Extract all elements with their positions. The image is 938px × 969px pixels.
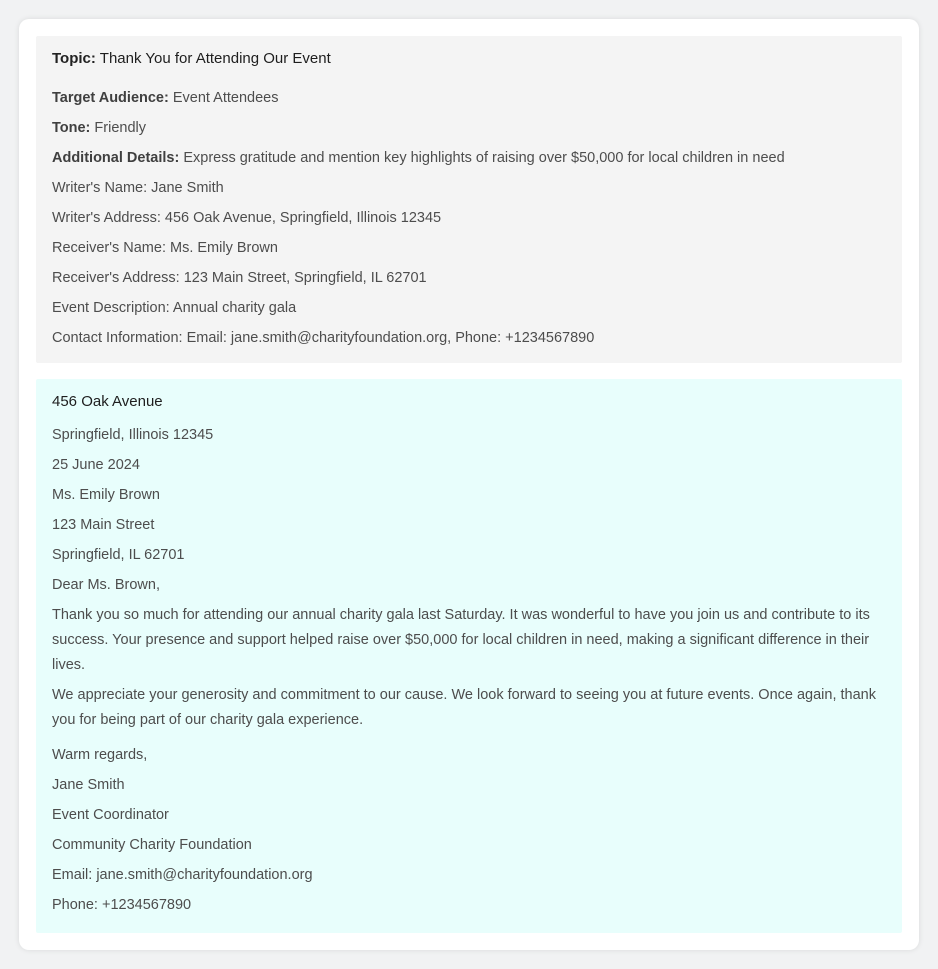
receiver-address: Receiver's Address: 123 Main Street, Springfield, IL 62701 [52,270,427,286]
event-description: Event Description: Annual charity gala [52,300,297,316]
tone-line [52,116,146,141]
signer-phone: Phone: +1234567890 [52,897,192,913]
signer-name: Jane Smith [52,777,125,793]
audience-value: Event Attendees [172,90,279,106]
sender-city: Springfield, Illinois 12345 [52,427,214,443]
details-line [52,146,785,171]
topic-line [52,46,331,71]
sender-street: 456 Oak Avenue [52,393,163,410]
tone-label: Tone: [52,120,91,136]
letter-panel [36,379,902,933]
salutation: Dear Ms. Brown, [52,577,160,593]
contact-info: Contact Information: Email: jane.smith@charityfoundation.org, Phone: +1234567890 [52,330,595,346]
closing: Warm regards, [52,747,148,763]
prompt-panel [36,36,902,363]
letter-date: 25 June 2024 [52,457,140,473]
audience-line [52,86,278,111]
audience-label: Target Audience: [52,90,169,106]
topic-label: Topic: [52,50,96,67]
tone-value: Friendly [94,120,146,136]
recipient-street: 123 Main Street [52,517,155,533]
recipient-city: Springfield, IL 62701 [52,547,185,563]
recipient-name: Ms. Emily Brown [52,487,160,503]
letter-paragraph-1: Thank you so much for attending our annual charity gala last Saturday. It was wonderful to have you join us and contribute to its success. Your presence and support helped raise over $50,000 for local children in need, making a significant difference in their lives. [52,607,870,673]
topic-value: Thank You for Attending Our Event [99,50,331,67]
details-label: Additional Details: [52,150,180,166]
writer-address: Writer's Address: 456 Oak Avenue, Springfield, Illinois 12345 [52,210,442,226]
content-card [19,19,919,950]
signer-org: Community Charity Foundation [52,837,252,853]
details-value: Express gratitude and mention key highlights of raising over $50,000 for local children in need [183,150,785,166]
receiver-name: Receiver's Name: Ms. Emily Brown [52,240,278,256]
letter-paragraph-2: We appreciate your generosity and commitment to our cause. We look forward to seeing you at future events. Once again, thank you for being part of our charity gala experience. [52,687,876,728]
writer-name: Writer's Name: Jane Smith [52,180,224,196]
signer-title: Event Coordinator [52,807,169,823]
signer-email: Email: jane.smith@charityfoundation.org [52,867,313,883]
